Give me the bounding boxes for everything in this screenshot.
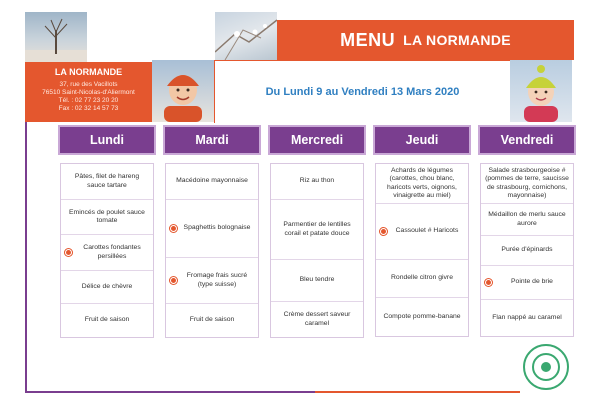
menu-item: Bleu tendre [271,260,363,302]
green-logo-icon [523,344,569,390]
menu-item: Pâtes, filet de hareng sauce tartare [61,164,153,200]
menu-item: Compote pomme-banane [383,312,461,320]
menu-item: Parmentier de lentilles corail et patate douce [271,200,363,260]
menu-title-banner [277,20,574,60]
bio-icon [380,228,387,235]
menu-item: Médaillon de merlu sauce aurore [481,204,573,236]
child-in-snow-photo [152,60,214,122]
school-info-box [25,62,152,122]
winter-tree-photo [25,12,87,62]
menu-title: MENU [340,29,396,50]
menu-item: Riz au thon [271,164,363,200]
menu-item: Salade strasbourgeoise # (pommes de terre, saucisse de strasbourg, cornichons, mayonnaise) [481,164,573,204]
school-fax: Fax : 02 32 14 57 73 [58,105,119,112]
menu-item: Délice de chèvre [61,271,153,304]
day-column-vendredi [480,127,574,337]
day-header: Lundi [60,127,154,153]
menu-item: Carottes fondantes persillées [61,235,153,271]
menu-item: Pointe de brie [481,266,573,300]
day-menu-list [60,163,154,338]
frame-line [315,391,520,393]
day-column-lundi [60,127,154,338]
menu-item: Fromage frais sucré (type suisse) [166,258,258,304]
day-menu-list [270,163,364,338]
menu-item: Macédoine mayonnaise [166,164,258,200]
day-column-mercredi [270,127,364,338]
menu-item: Fruit de saison [189,316,235,324]
logo-ring [532,353,560,381]
day-header: Jeudi [375,127,469,153]
day-column-jeudi [375,127,469,337]
bio-icon [170,225,177,232]
date-range: Du Lundi 9 au Vendredi 13 Mars 2020 [265,86,460,98]
day-header: Mardi [165,127,259,153]
bio-icon [65,249,72,256]
day-header: Vendredi [480,127,574,153]
divider [214,60,510,61]
school-name: LA NORMANDE [54,67,123,77]
day-menu-list [480,163,574,337]
day-menu-list [375,163,469,337]
menu-item: Fruit de saison [84,316,130,324]
frame-line [25,391,315,393]
menu-item: Cassoulet # Haricots [376,204,468,260]
menu-item: Rondelle citron givre [376,260,468,298]
day-column-mardi [165,127,259,338]
menu-item: Purée d'épinards [481,236,573,266]
menu-item: Flan nappé au caramel [492,313,562,321]
bio-icon [485,279,492,286]
menu-subtitle: LA NORMANDE [403,32,511,48]
frosted-branches-photo [215,12,277,60]
menu-item: Crème dessert saveur caramel [283,311,351,327]
menu-item: Spaghettis bolognaise [166,200,258,258]
menu-item: Achards de légumes (carottes, chou blanc, haricots verts, oignons, vinaigrette au miel) [376,164,468,204]
day-menu-list [165,163,259,338]
school-address-line2: 76510 Saint-Nicolas-d'Aliermont [42,89,135,96]
school-address-line1: 37, rue des Vacillots [59,81,118,88]
school-phone: Tél. : 02 77 23 20 20 [58,97,119,104]
girl-in-snow-photo [510,60,572,122]
bio-icon [170,277,177,284]
day-header: Mercredi [270,127,364,153]
logo-core [541,362,551,372]
menu-item: Emincés de poulet sauce tomate [61,200,153,235]
frame-line [25,122,27,392]
